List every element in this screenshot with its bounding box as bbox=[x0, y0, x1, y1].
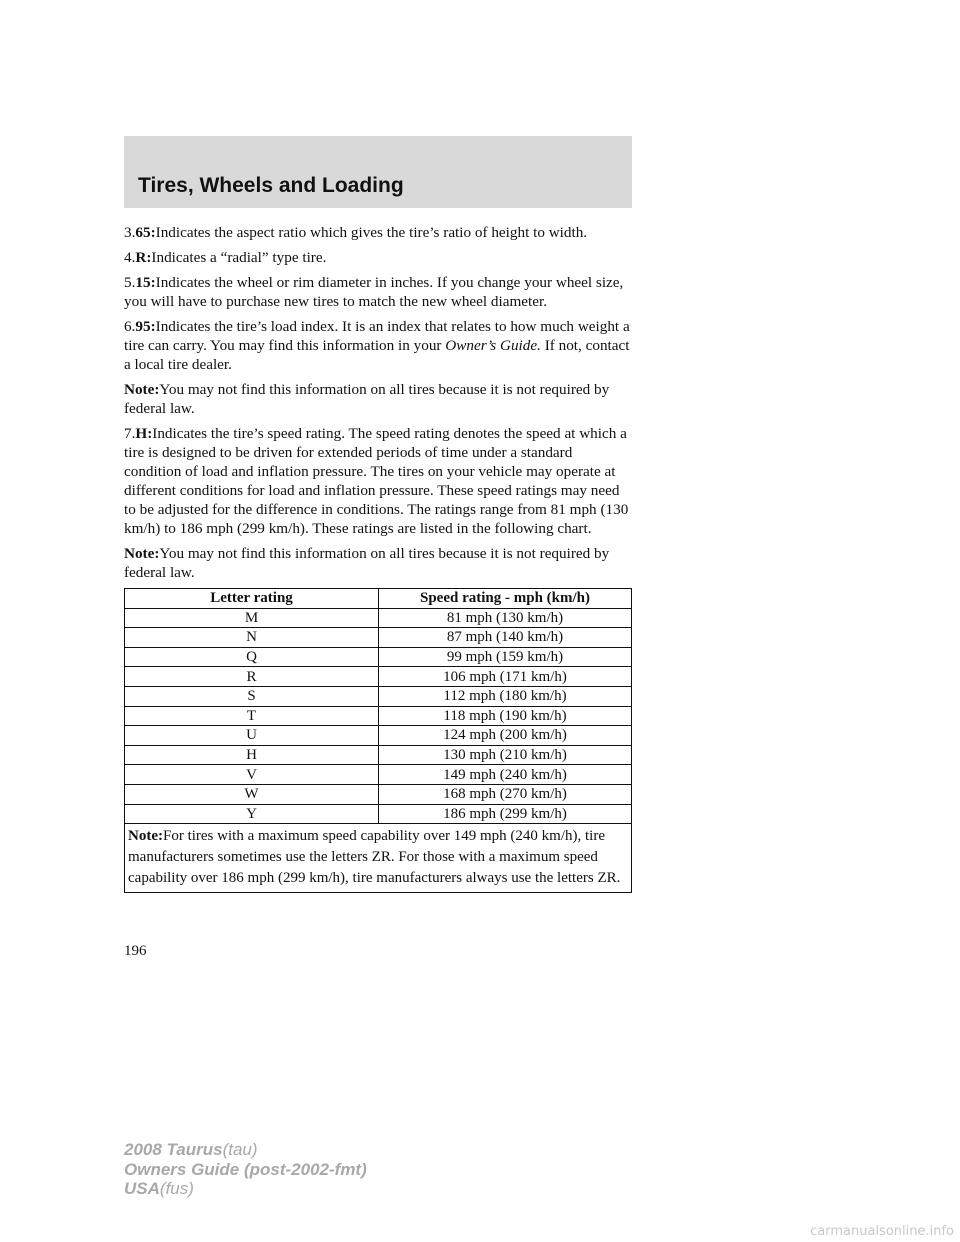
item-text: Indicates the wheel or rim diameter in inches. If you change your wheel size, you will have to purchase new tires to match the new wheel diameter. bbox=[124, 274, 624, 310]
item-number: 5. bbox=[124, 274, 136, 291]
table-row bbox=[125, 628, 632, 648]
note-text: For tires with a maximum speed capability over 149 mph (240 km/h), tire manufacturers sometimes use the letters ZR. For those with a maximum speed capability over 186 mph (299 km/h), tire manufacturers always use the letters ZR. bbox=[128, 828, 621, 887]
item-number: 3. bbox=[124, 224, 136, 241]
item-key: 95: bbox=[135, 318, 156, 335]
item-key: R: bbox=[135, 249, 152, 266]
item-text: Indicates the aspect ratio which gives the tire’s ratio of height to width. bbox=[155, 224, 588, 241]
table-row bbox=[125, 784, 632, 804]
letter-cell: M bbox=[125, 608, 379, 628]
letter-cell: R bbox=[125, 667, 379, 687]
section-title: Tires, Wheels and Loading bbox=[138, 174, 404, 197]
note-text: You may not find this information on all tires because it is not required by federal law. bbox=[124, 545, 610, 581]
item-key: H: bbox=[135, 425, 153, 442]
speed-cell: 130 mph (210 km/h) bbox=[379, 745, 632, 765]
footer-guide: Owners Guide (post-2002-fmt) bbox=[124, 1159, 367, 1179]
item-key: 65: bbox=[135, 224, 156, 241]
item-key: 15: bbox=[135, 274, 156, 291]
table-note bbox=[125, 824, 632, 893]
note-load-index bbox=[124, 380, 632, 418]
item-text: Indicates a “radial” type tire. bbox=[151, 249, 327, 266]
speed-cell: 87 mph (140 km/h) bbox=[379, 628, 632, 648]
table-note-row bbox=[125, 824, 632, 893]
table-header-row bbox=[125, 589, 632, 609]
site-watermark: carmanualsonline.info bbox=[810, 1224, 954, 1239]
table-row bbox=[125, 765, 632, 785]
speed-cell: 168 mph (270 km/h) bbox=[379, 784, 632, 804]
page-number: 196 bbox=[124, 943, 147, 959]
speed-cell: 186 mph (299 km/h) bbox=[379, 804, 632, 824]
item-aspect-ratio bbox=[124, 223, 632, 242]
footer-model: 2008 Taurus bbox=[124, 1140, 223, 1159]
item-load-index bbox=[124, 317, 632, 374]
footer-market: USA bbox=[124, 1179, 160, 1198]
page-content bbox=[124, 223, 632, 893]
letter-cell: T bbox=[125, 706, 379, 726]
table-row bbox=[125, 726, 632, 746]
note-key: Note: bbox=[124, 545, 160, 562]
table-row bbox=[125, 667, 632, 687]
item-rim-diameter bbox=[124, 273, 632, 311]
speed-rating-table bbox=[124, 588, 632, 893]
letter-cell: V bbox=[125, 765, 379, 785]
speed-cell: 99 mph (159 km/h) bbox=[379, 647, 632, 667]
column-header-speed: Speed rating - mph (km/h) bbox=[379, 589, 632, 609]
letter-cell: N bbox=[125, 628, 379, 648]
table-row bbox=[125, 745, 632, 765]
document-footer bbox=[124, 1140, 367, 1199]
speed-cell: 118 mph (190 km/h) bbox=[379, 706, 632, 726]
speed-cell: 149 mph (240 km/h) bbox=[379, 765, 632, 785]
letter-cell: Q bbox=[125, 647, 379, 667]
owners-guide-reference: Owner’s Guide. bbox=[445, 337, 541, 354]
letter-cell: S bbox=[125, 686, 379, 706]
speed-cell: 81 mph (130 km/h) bbox=[379, 608, 632, 628]
footer-line-model bbox=[124, 1140, 367, 1160]
letter-cell: U bbox=[125, 726, 379, 746]
footer-market-code: (fus) bbox=[159, 1179, 194, 1198]
table-row bbox=[125, 686, 632, 706]
letter-cell: Y bbox=[125, 804, 379, 824]
item-speed-rating bbox=[124, 424, 632, 538]
speed-cell: 106 mph (171 km/h) bbox=[379, 667, 632, 687]
footer-line-guide bbox=[124, 1160, 367, 1180]
item-number: 7. bbox=[124, 425, 136, 442]
note-key: Note: bbox=[124, 381, 160, 398]
footer-line-market bbox=[124, 1179, 367, 1199]
table-row bbox=[125, 706, 632, 726]
item-text: Indicates the tire’s load index. It is an index that relates to how much weight a tire can carry. You may find this information in your bbox=[124, 318, 630, 354]
item-number: 6. bbox=[124, 318, 136, 335]
table-row bbox=[125, 804, 632, 824]
item-text: Indicates the tire’s speed rating. The speed rating denotes the speed at which a tire is designed to be driven for extended periods of time under a standard condition of load and inflation pressure. The tires on your vehicle may operate at different conditions for load and inflation pressure. These speed ratings may need to be adjusted for the difference in conditions. The ratings range from 81 mph (130 km/h) to 186 mph (299 km/h). These ratings are listed in the following chart. bbox=[124, 425, 629, 537]
letter-cell: W bbox=[125, 784, 379, 804]
note-key: Note: bbox=[128, 828, 163, 845]
item-text-cont: If not, contact a local tire dealer. bbox=[124, 337, 630, 373]
section-header-band bbox=[124, 136, 632, 208]
letter-cell: H bbox=[125, 745, 379, 765]
item-number: 4. bbox=[124, 249, 136, 266]
footer-model-code: (tau) bbox=[222, 1140, 258, 1159]
note-speed-rating bbox=[124, 544, 632, 582]
column-header-letter: Letter rating bbox=[125, 589, 379, 609]
table-row bbox=[125, 647, 632, 667]
note-text: You may not find this information on all tires because it is not required by federal law. bbox=[124, 381, 610, 417]
item-radial bbox=[124, 248, 632, 267]
table-row bbox=[125, 608, 632, 628]
speed-cell: 124 mph (200 km/h) bbox=[379, 726, 632, 746]
speed-cell: 112 mph (180 km/h) bbox=[379, 686, 632, 706]
